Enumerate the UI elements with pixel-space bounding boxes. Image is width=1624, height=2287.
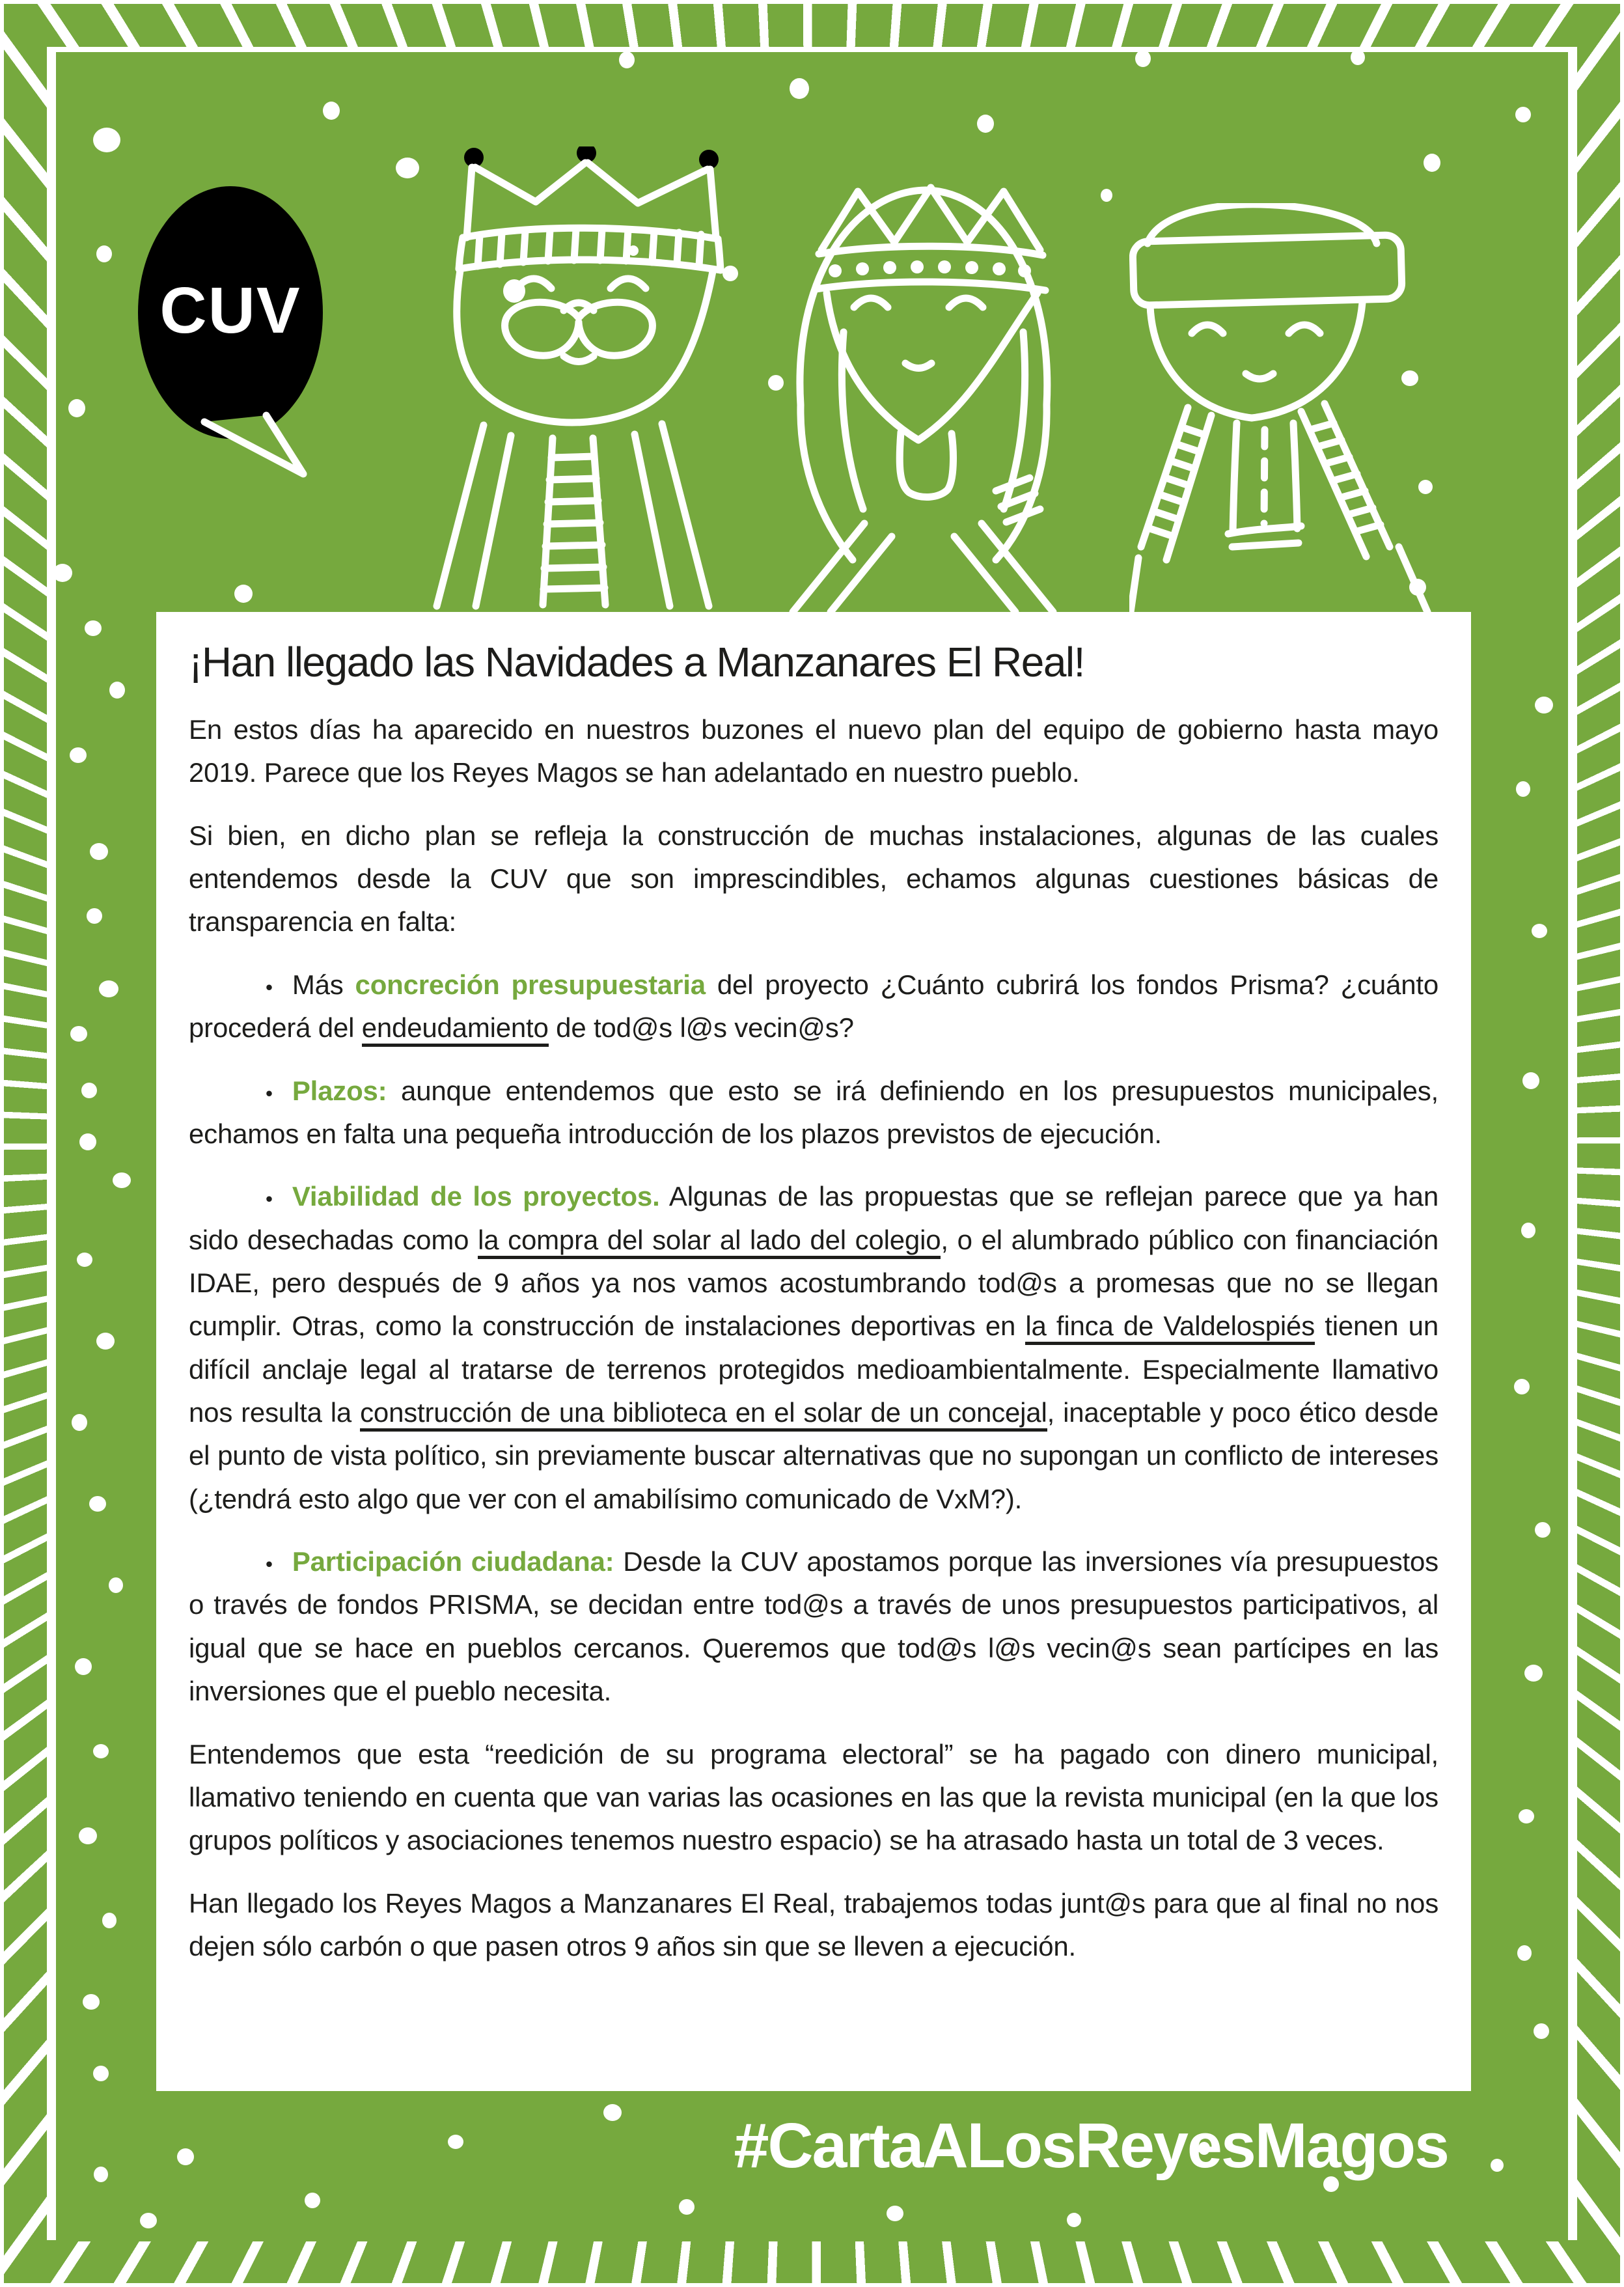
bullet-text: , inaceptable y poco ético desde el punto de vista político, sin previamente buscar alternativas que no supongan un conflicto de intereses (¿tendrá esto algo que ver con el amabilísimo comunicado de VxM?). (189, 1397, 1438, 1514)
bullet-highlight: Plazos: (292, 1075, 387, 1106)
cuv-speech-bubble (133, 182, 328, 488)
bullet-text: Desde la CUV apostamos porque las inversiones vía presupuestos o través de fondos PRISMA, se decidan entre tod@s a través de unos presupuestos participativos, al igual que se hace en pueblos cercanos. Queremos que tod@s l@s vecin@s sean partícipes en las inversiones que el pueblo necesita. (189, 1546, 1438, 1707)
bullet-item-deadlines (189, 1070, 1438, 1156)
bullet-highlight: Viabilidad de los proyectos. (292, 1181, 660, 1212)
content-card (156, 612, 1471, 2091)
bullet-underlined-text: endeudamiento (362, 1012, 549, 1047)
bullet-text: Más (292, 969, 355, 1000)
king-with-turban-illustration (1129, 203, 1468, 618)
bullet-marker: • (266, 1187, 273, 1211)
king-with-zigzag-crown-illustration (767, 171, 1066, 613)
bullet-highlight: concreción presupuestaria (355, 969, 706, 1000)
intro-paragraph-2: Si bien, en dicho plan se refleja la construcción de muchas instalaciones, algunas de las cuales entendemos desde la CUV que son imprescindibles, echamos algunas cuestiones básicas de transparencia en falta: (189, 820, 1438, 937)
bullet-underlined-text: construcción de una biblioteca en el solar de un concejal (360, 1397, 1047, 1432)
final-paragraph: Han llegado los Reyes Magos a Manzanares El Real, trabajemos todas junt@s para que al final no nos dejen sólo carbón o que pasen otros 9 años sin que se lleven a ejecución. (189, 1887, 1438, 1961)
bullet-text: de tod@s l@s vecin@s? (548, 1012, 854, 1044)
bullet-marker: • (266, 1552, 273, 1576)
bullet-text: , o el alumbrado público con financiación IDAE, pero después de 9 años ya nos vamos acostumbrando tod@s a promesas que no se llegan cumplir. Otras, como la construcción de instalaciones deportivas en (189, 1224, 1438, 1342)
bullet-text: del proyecto ¿Cuánto cubrirá los fondos Prisma? ¿cuánto procederá del (189, 969, 1439, 1044)
closing-paragraph: Entendemos que esta “reedición de su programa electoral” se ha pagado con dinero municipal, llamativo teniendo en cuenta que van varias las ocasiones en las que la revista municipal (en la que los grupos políticos y asociaciones tenemos nuestro espacio) se ha atrasado hasta un total de 3 veces. (189, 1738, 1438, 1856)
bullet-text: Algunas de las propuestas que se reflejan parece que ya han sido desechadas como (189, 1181, 1438, 1255)
intro-paragraph-1: En estos días ha aparecido en nuestros buzones el nuevo plan del equipo de gobierno hasta mayo 2019. Parece que los Reyes Magos se han adelantado en nuestro pueblo. (189, 714, 1438, 788)
bullet-marker: • (266, 1081, 273, 1105)
hashtag-text: #CartaALosReyesMagos (734, 2110, 1448, 2181)
bullet-item-budget (189, 963, 1438, 1050)
bullet-item-viability (189, 1175, 1438, 1521)
king-with-ball-crown-illustration (420, 146, 726, 613)
bullet-highlight: Participación ciudadana: (292, 1546, 614, 1577)
bullet-text: tienen un difícil anclaje legal al tratarse de terrenos protegidos medioambientalmente. Especialmente llamativo nos resulta la (189, 1310, 1438, 1428)
bullet-item-participation (189, 1540, 1438, 1713)
cuv-logo-text: CUV (159, 274, 301, 347)
page-title: ¡Han llegado las Navidades a Manzanares El Real! (189, 639, 1084, 686)
bullet-underlined-text: la finca de Valdelospiés (1025, 1310, 1315, 1345)
bullet-underlined-text: la compra del solar al lado del colegio (478, 1225, 941, 1259)
bullet-text: aunque entendemos que esto se irá definiendo en los presupuestos municipales, echamos en falta una pequeña introducción de los plazos previstos de ejecución. (189, 1075, 1438, 1149)
bullet-marker: • (266, 975, 273, 999)
